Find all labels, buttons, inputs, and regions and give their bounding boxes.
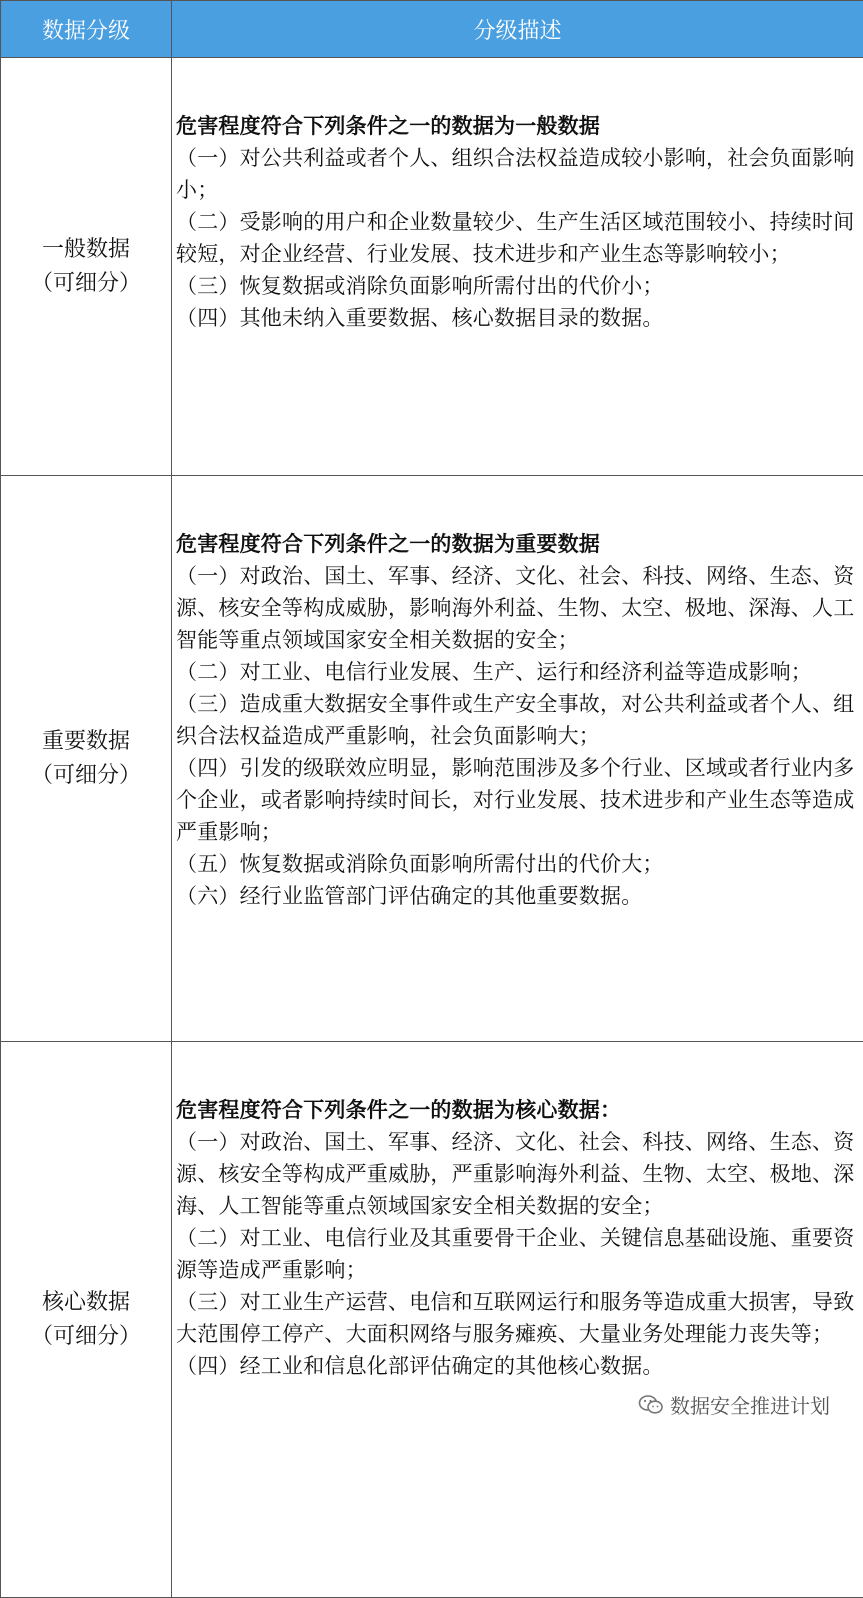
- description-item: （一）对政治、国土、军事、经济、文化、社会、科技、网络、生态、资源、核安全等构成严重威胁，严重影响海外利益、生物、太空、极地、深海、人工智能等重点领域国家安全相关数据的安全；: [176, 1126, 855, 1222]
- description-item: （一）对公共利益或者个人、组织合法权益造成较小影响，社会负面影响小；: [176, 142, 855, 206]
- description-cell: [172, 1042, 863, 1598]
- watermark-text: 数据安全推进计划: [670, 1390, 830, 1419]
- description-item: （五）恢复数据或消除负面影响所需付出的代价大；: [176, 848, 855, 880]
- header-description: 分级描述: [172, 1, 863, 58]
- level-name: 重要数据: [42, 729, 130, 754]
- description-item: （六）经行业监管部门评估确定的其他重要数据。: [176, 880, 855, 912]
- table-row-core: [1, 1042, 863, 1598]
- level-name: 核心数据: [42, 1290, 130, 1315]
- description-heading: 危害程度符合下列条件之一的数据为一般数据: [176, 110, 855, 142]
- description-cell: [172, 58, 863, 476]
- header-level: 数据分级: [1, 1, 172, 58]
- description-cell: [172, 476, 863, 1042]
- description-item: （二）对工业、电信行业及其重要骨干企业、关键信息基础设施、重要资源等造成严重影响；: [176, 1222, 855, 1286]
- description-item: （二）对工业、电信行业发展、生产、运行和经济利益等造成影响；: [176, 656, 855, 688]
- description-item: （一）对政治、国土、军事、经济、文化、社会、科技、网络、生态、资源、核安全等构成威胁，影响海外利益、生物、太空、极地、深海、人工智能等重点领域国家安全相关数据的安全；: [176, 560, 855, 656]
- table-row-important: [1, 476, 863, 1042]
- description-item: （三）恢复数据或消除负面影响所需付出的代价小；: [176, 270, 855, 302]
- level-cell: [1, 58, 172, 476]
- level-sub: （可细分）: [31, 763, 141, 788]
- description-heading: 危害程度符合下列条件之一的数据为重要数据: [176, 528, 855, 560]
- level-sub: （可细分）: [31, 271, 141, 296]
- level-name: 一般数据: [42, 237, 130, 262]
- description-item: （四）经工业和信息化部评估确定的其他核心数据。: [176, 1350, 855, 1382]
- wechat-icon: [638, 1394, 664, 1416]
- watermark: [638, 1390, 830, 1419]
- level-cell: [1, 1042, 172, 1598]
- description-item: （三）造成重大数据安全事件或生产安全事故，对公共利益或者个人、组织合法权益造成严重影响，社会负面影响大；: [176, 688, 855, 752]
- description-item: （四）其他未纳入重要数据、核心数据目录的数据。: [176, 302, 855, 334]
- level-cell: [1, 476, 172, 1042]
- description-item: （四）引发的级联效应明显，影响范围涉及多个行业、区域或者行业内多个企业，或者影响持续时间长，对行业发展、技术进步和产业生态等造成严重影响；: [176, 752, 855, 848]
- table-header-row: [1, 1, 863, 58]
- description-item: （三）对工业生产运营、电信和互联网运行和服务等造成重大损害，导致大范围停工停产、大面积网络与服务瘫痪、大量业务处理能力丧失等；: [176, 1286, 855, 1350]
- table-row-general: [1, 58, 863, 476]
- level-sub: （可细分）: [31, 1324, 141, 1349]
- description-item: （二）受影响的用户和企业数量较少、生产生活区域范围较小、持续时间较短，对企业经营、行业发展、技术进步和产业生态等影响较小；: [176, 206, 855, 270]
- description-heading: 危害程度符合下列条件之一的数据为核心数据：: [176, 1094, 855, 1126]
